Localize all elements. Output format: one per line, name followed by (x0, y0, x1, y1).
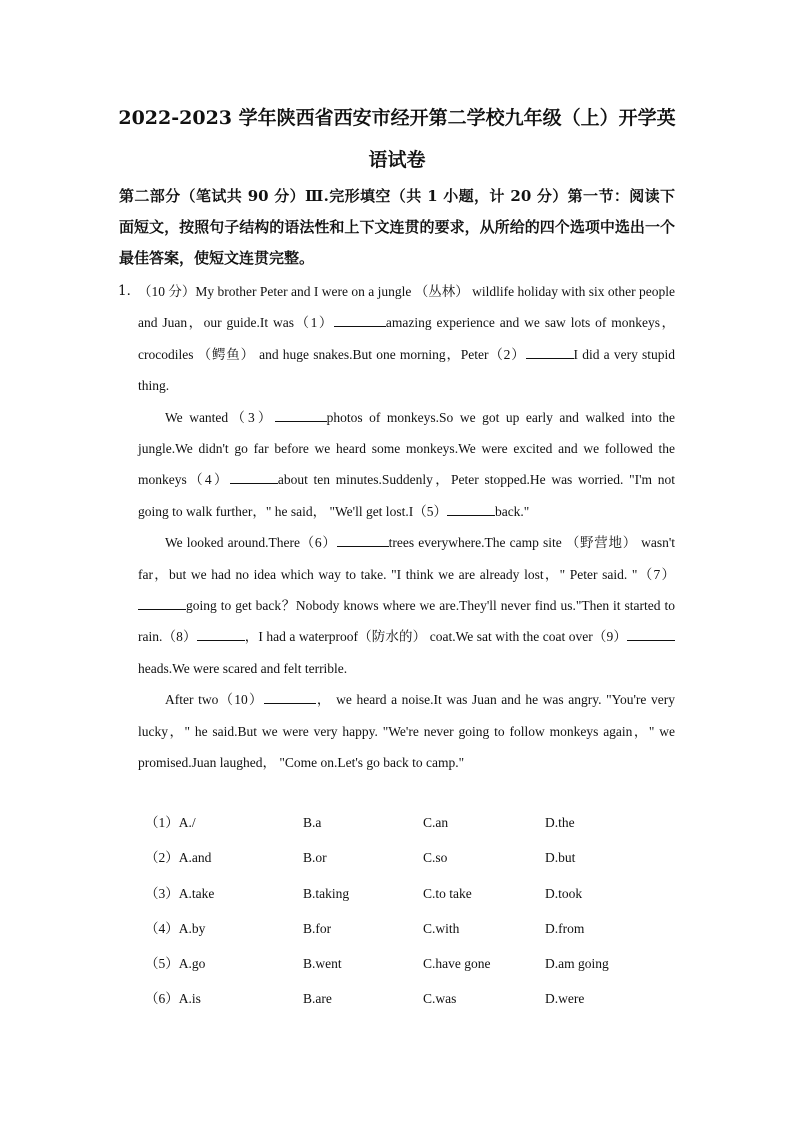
exam-title-line-2: 语试卷 (368, 149, 426, 171)
option-d: D.am going (545, 956, 609, 972)
blank-10 (264, 690, 316, 704)
exam-title-line-1: 2022-2023 学年陕西省西安市经开第二学校九年级（上）开学英 (118, 107, 676, 129)
passage-text: amazing experience and we saw lots of monkeys，crocodiles （鳄鱼） and huge snakes.But one morning，Peter（2） (138, 315, 675, 362)
option-row-2 (145, 840, 685, 875)
option-c: C.to take (423, 885, 472, 901)
passage-text: ，I had a waterproof（防水的） coat.We sat with the coat over（9） (244, 629, 627, 645)
option-row-5 (145, 946, 685, 981)
blank-9 (627, 627, 675, 641)
blank-2 (526, 345, 574, 359)
blank-3 (275, 408, 327, 422)
option-d: D.but (545, 850, 576, 866)
option-a: （4）A.by (145, 920, 206, 936)
option-row-6 (145, 981, 685, 1016)
blank-8 (197, 627, 245, 641)
option-a: （2）A.and (145, 850, 212, 866)
passage-paragraph-1 (138, 276, 675, 402)
passage-text: We looked around.There（6） (165, 535, 337, 551)
passage-text: trees everywhere.The camp site （野营地） wasn't far，but we had no idea which way to take. "I think we are already lost，" Peter said. "（7） (138, 535, 676, 582)
passage-text: photos of monkeys.So we got up early and walked into the jungle.We didn't go far before we heard some monkeys.We were excited and we followed the monkeys（4） (138, 409, 676, 488)
option-d: D.took (545, 885, 583, 901)
option-c: C.so (423, 850, 448, 866)
option-b: B.went (303, 956, 342, 972)
question-number: 1． (118, 283, 141, 299)
section-heading: 第二部分（笔试共 90 分）Ⅲ.完形填空（共 1 小题，计 20 分）第一节：阅读下面短文，按照句子结构的语法性和上下文连贯的要求，从所给的四个选项中选出一个最佳答案，使短文连贯完整。 (119, 187, 675, 267)
passage-text: We wanted（3） (165, 409, 275, 425)
passage-text: （10 分）My brother Peter and I were on a jungle （丛林） wildlife holiday with six other people and Juan，our guide.It was（1） (138, 284, 675, 331)
answer-options (145, 805, 685, 1017)
option-b: B.a (303, 815, 322, 830)
option-a: （3）A.take (145, 885, 215, 901)
option-a: （5）A.go (145, 956, 206, 972)
option-c: C.an (423, 815, 449, 830)
cloze-passage (138, 276, 675, 779)
option-row-1 (145, 805, 685, 840)
passage-text: back." (494, 503, 530, 519)
passage-text: After two（10） (165, 692, 264, 708)
blank-6 (337, 533, 389, 547)
passage-paragraph-4 (138, 684, 675, 778)
option-row-4 (145, 911, 685, 946)
passage-paragraph-2 (138, 402, 675, 528)
option-b: B.or (303, 850, 327, 866)
option-a: （1）A./ (145, 815, 196, 830)
option-b: B.taking (303, 885, 350, 901)
option-row-3 (145, 876, 685, 911)
passage-text: going to get back？Nobody knows where we are.They'll never find us."Then it started to rain.（8） (138, 598, 675, 645)
option-d: D.the (545, 815, 575, 830)
passage-paragraph-3 (138, 527, 675, 684)
blank-7 (138, 596, 186, 610)
option-c: C.with (423, 920, 460, 936)
blank-4 (230, 470, 278, 484)
blank-5 (447, 502, 495, 516)
option-a: （6）A.is (145, 991, 201, 1007)
option-c: C.was (423, 991, 457, 1007)
option-c: C.have gone (423, 956, 491, 972)
passage-text: I did a very stupid thing. (138, 346, 676, 394)
passage-text: heads.We were scared and felt terrible. (138, 660, 348, 676)
passage-text: ， we heard a noise.It was Juan and he was angry. "You're very lucky，" he said.But we were very happy. "We're never going to follow monkeys again，" we promised.Juan laughed， "Come on.Let's go back to camp." (138, 692, 675, 771)
option-b: B.are (303, 991, 332, 1007)
option-d: D.from (545, 920, 585, 936)
option-b: B.for (303, 920, 332, 936)
option-d: D.were (545, 991, 585, 1007)
blank-1 (334, 313, 386, 327)
passage-text: about ten minutes.Suddenly，Peter stopped.He was worried. "I'm not going to walk further，" he said， "We'll get lost.I（5） (138, 472, 675, 519)
